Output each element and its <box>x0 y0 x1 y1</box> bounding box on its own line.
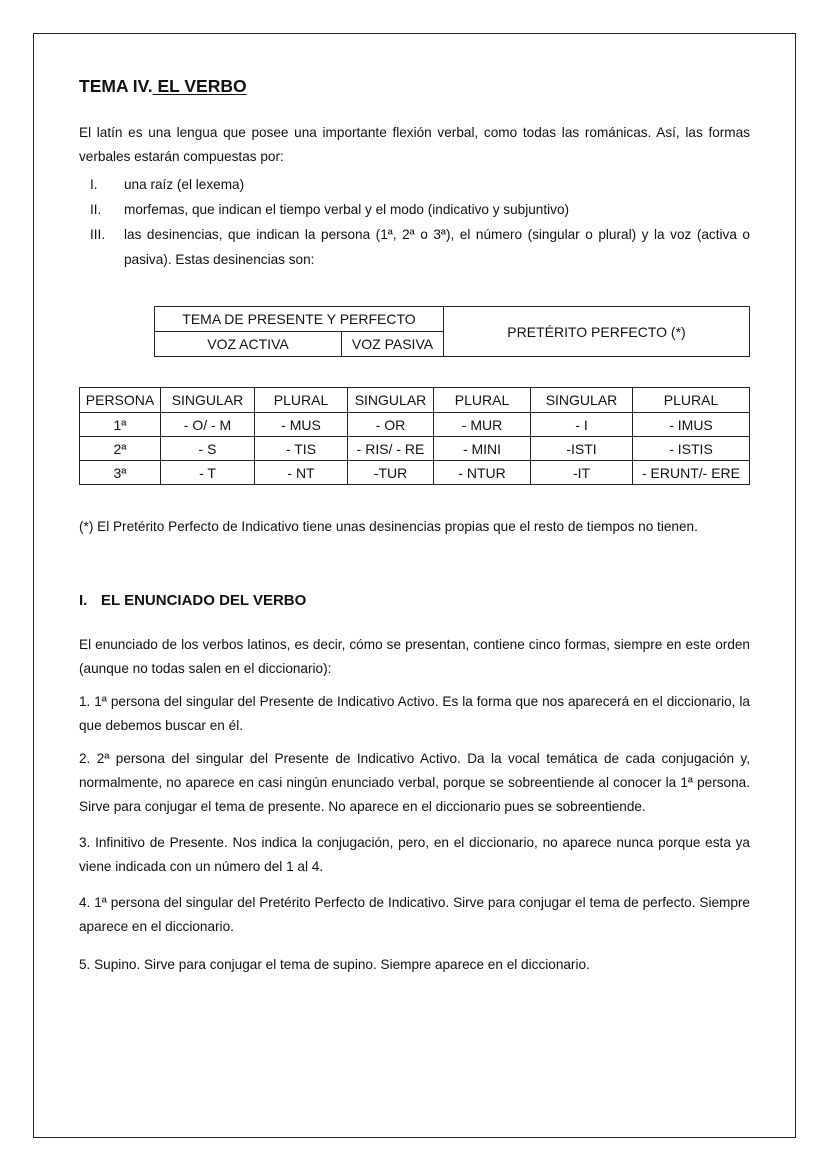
list-text: morfemas, que indican el tiempo verbal y el modo (indicativo y subjuntivo) <box>124 202 570 217</box>
enunciado-item-5: 5. Supino. Sirve para conjugar el tema de supino. Siempre aparece en el diccionario. <box>79 957 590 972</box>
list-item <box>90 173 750 198</box>
table-cell: - MUR <box>434 413 531 437</box>
column-header: PLURAL <box>434 388 531 413</box>
enunciado-item-2: 2. 2ª persona del singular del Presente de Indicativo Activo. Da la vocal temática de cada conjugación y, normalmente, no aparece en casi ningún enunciado verbal, porque se sobreentiende al conocer la 1ª persona. Sirve para conjugar el tema de presente. No aparece en el diccionario pues se sobreentiende. <box>79 751 750 814</box>
footnote: (*) El Pretérito Perfecto de Indicativo tiene unas desinencias propias que el resto de tiempos no tienen. <box>79 519 698 534</box>
table-cell: - OR <box>348 413 434 437</box>
table-cell: -ISTI <box>531 437 633 461</box>
section-heading <box>79 592 306 609</box>
column-header: SINGULAR <box>531 388 633 413</box>
tema-cell: TEMA DE PRESENTE Y PERFECTO <box>155 307 444 332</box>
table-header-row <box>80 388 750 413</box>
table-cell: - ISTIS <box>633 437 750 461</box>
table-cell: - T <box>161 461 255 485</box>
activa-cell: VOZ ACTIVA <box>155 332 342 357</box>
table-cell: - MUS <box>255 413 348 437</box>
column-header: SINGULAR <box>161 388 255 413</box>
table-cell: 2ª <box>80 437 161 461</box>
table-row <box>80 437 750 461</box>
list-item <box>90 198 750 223</box>
table-row <box>80 461 750 485</box>
table-cell: - NT <box>255 461 348 485</box>
table-cell: - S <box>161 437 255 461</box>
list-text: las desinencias, que indican la persona (1ª, 2ª o 3ª), el número (singular o plural) y la voz (activa o pasiva). Estas desinencias son: <box>124 227 750 267</box>
table-cell: - MINI <box>434 437 531 461</box>
title-prefix: TEMA IV. <box>79 76 153 96</box>
column-header: PERSONA <box>80 388 161 413</box>
list-number: II. <box>90 202 102 217</box>
table-cell: - O/ - M <box>161 413 255 437</box>
section-number: I. <box>79 592 88 609</box>
column-header: PLURAL <box>255 388 348 413</box>
section-title: EL ENUNCIADO DEL VERBO <box>101 592 307 609</box>
list-item <box>90 223 750 272</box>
table-row <box>80 413 750 437</box>
title-underlined: EL VERBO <box>152 76 247 96</box>
list-number: III. <box>90 227 106 242</box>
table-cell: 3ª <box>80 461 161 485</box>
page-title <box>79 76 247 97</box>
header-table <box>154 306 750 357</box>
list-text: una raíz (el lexema) <box>124 177 245 192</box>
enunciado-item-1: 1. 1ª persona del singular del Presente de Indicativo Activo. Es la forma que nos aparecerá en el diccionario, la que debemos buscar en él. <box>79 694 750 733</box>
section-intro: El enunciado de los verbos latinos, es decir, cómo se presentan, contiene cinco formas, siempre en este orden (aunque no todas salen en el diccionario): <box>79 637 750 676</box>
intro-paragraph: El latín es una lengua que posee una importante flexión verbal, como todas las románicas. Así, las formas verbales estarán compuestas por: <box>79 125 750 164</box>
preterito-cell: PRETÉRITO PERFECTO (*) <box>444 307 750 357</box>
table-cell: -TUR <box>348 461 434 485</box>
enunciado-item-4: 4. 1ª persona del singular del Pretérito Perfecto de Indicativo. Sirve para conjugar el tema de perfecto. Siempre aparece en el diccionario. <box>79 895 750 934</box>
table-cell: -IT <box>531 461 633 485</box>
pasiva-cell: VOZ PASIVA <box>342 332 444 357</box>
table-cell: 1ª <box>80 413 161 437</box>
endings-table <box>79 387 750 485</box>
table-cell: - ERUNT/- ERE <box>633 461 750 485</box>
column-header: PLURAL <box>633 388 750 413</box>
table-cell: - NTUR <box>434 461 531 485</box>
column-header: SINGULAR <box>348 388 434 413</box>
table-cell: - TIS <box>255 437 348 461</box>
list-number: I. <box>90 177 98 192</box>
table-cell: - I <box>531 413 633 437</box>
table-cell: - RIS/ - RE <box>348 437 434 461</box>
table-cell: - IMUS <box>633 413 750 437</box>
enunciado-item-3: 3. Infinitivo de Presente. Nos indica la conjugación, pero, en el diccionario, no aparece nunca porque esta ya viene indicada con un número del 1 al 4. <box>79 835 750 874</box>
